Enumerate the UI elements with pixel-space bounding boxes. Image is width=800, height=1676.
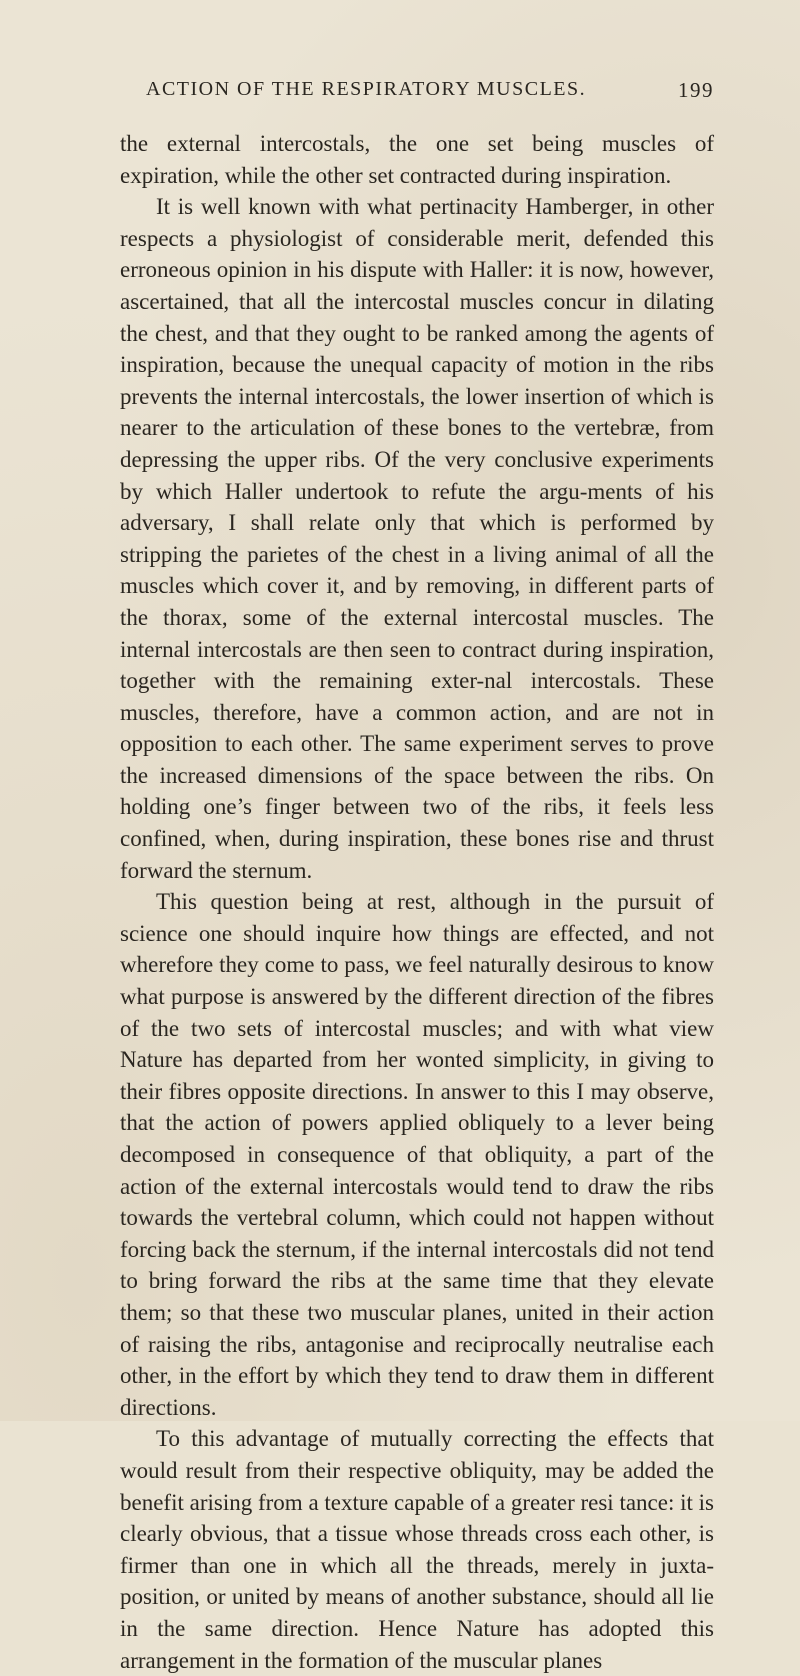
running-title: ACTION OF THE RESPIRATORY MUSCLES. <box>146 78 587 100</box>
body-text <box>120 128 714 1676</box>
paragraph-question: This question being at rest, although in the pursuit of science one should inquire how things are effected, and not wherefore they come to pass, we feel naturally desirous to know what purpose is answered by the different direction of the fibres of the two sets of intercostal muscles; and with what view Nature has departed from her wonted simplicity, in giving to their fibres opposite directions. In answer to this I may observe, that the action of powers applied obliquely to a lever being decomposed in consequence of that obliquity, a part of the action of the external intercostals would tend to draw the ribs towards the vertebral column, which could not happen without forcing back the sternum, if the internal intercostals did not tend to bring forward the ribs at the same time that they elevate them; so that these two muscular planes, united in their action of raising the ribs, antagonise and reciprocally neutralise each other, in the effort by which they tend to draw them in different directions. <box>120 889 714 1420</box>
paragraph-hamberger: It is well known with what pertinacity Hamberger, in other respects a physiologist of considerable merit, defended this erroneous opinion in his dispute with Haller: it is now, however, ascertained, that all the intercostal muscles concur in dilating the chest, and that they ought to be ranked among the agents of inspiration, because the unequal capacity of motion in the ribs prevents the internal intercostals, the lower insertion of which is nearer to the articulation of these bones to the vertebræ, from depressing the upper ribs. Of the very conclusive experiments by which Haller undertook to refute the argu-ments of his adversary, I shall relate only that which is performed by stripping the parietes of the chest in a living animal of all the muscles which cover it, and by removing, in different parts of the thorax, some of the external intercostal muscles. The internal intercostals are then seen to contract during inspiration, together with the remaining exter-nal intercostals. These muscles, therefore, have a common action, and are not in opposition to each other. The same experiment serves to prove the increased dimensions of the space between the ribs. On holding one’s finger between two of the ribs, it feels less confined, when, during inspiration, these bones rise and thrust forward the sternum. <box>120 194 714 883</box>
paragraph-advantage: To this advantage of mutually correcting the effects that would result from their respective obliquity, may be added the benefit arising from a texture capable of a greater resi tance: it is clearly obvious, that a tissue whose threads cross each other, is firmer than one in which all the threads, merely in juxta-position, or united by means of another substance, should all lie in the same direction. Hence Nature has adopted this arrangement in the formation of the muscular planes <box>120 1426 714 1673</box>
page-header <box>120 78 714 108</box>
paragraph-continuation: the external intercostals, the one set being muscles of expiration, while the other set contracted during inspiration. <box>120 131 714 188</box>
page-number: 199 <box>678 78 714 102</box>
